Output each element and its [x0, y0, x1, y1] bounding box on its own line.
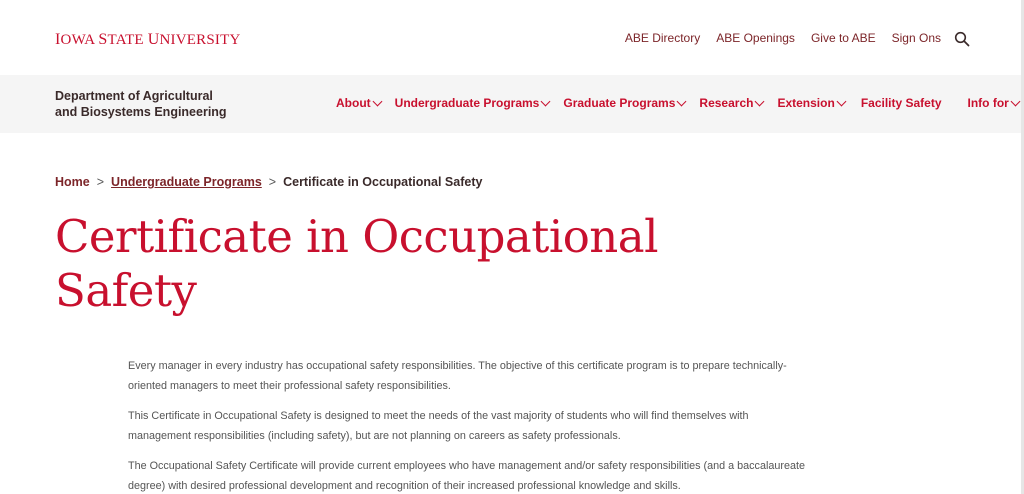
breadcrumb-separator: >: [96, 175, 105, 189]
chevron-down-icon: [677, 96, 687, 106]
logo-text: TATE: [107, 32, 148, 48]
sign-ons-link[interactable]: Sign Ons: [891, 31, 941, 45]
nav-item-facility-safety[interactable]: [861, 96, 942, 110]
give-to-abe-link[interactable]: Give to ABE: [810, 31, 876, 45]
abe-directory-link[interactable]: ABE Directory: [624, 31, 701, 45]
page-content: [128, 356, 808, 494]
chevron-down-icon: [755, 96, 765, 106]
logo-text: NIVERSITY: [159, 32, 241, 48]
iowa-state-logo[interactable]: [55, 31, 240, 49]
nav-item-undergraduate-programs[interactable]: [395, 96, 550, 110]
abe-openings-link[interactable]: ABE Openings: [716, 31, 795, 45]
employees-paragraph: The Occupational Safety Certificate will provide current employees who have management and/or safety responsibilities (and a baccalaureate degree) with desired professional development and recognition of their increased professional knowledge and skills.: [128, 460, 805, 492]
logo-text: S: [98, 31, 108, 48]
breadcrumb-current: Certificate in Occupational Safety: [283, 175, 483, 189]
top-utility-bar: [0, 0, 1024, 75]
logo-text: OWA: [60, 32, 99, 48]
nav-item-info-for[interactable]: [968, 96, 1019, 110]
nav-item-about[interactable]: [336, 96, 381, 110]
page-title: Certificate in Occupational Safety: [55, 210, 659, 317]
nav-item-label: Research: [699, 96, 754, 110]
logo-text: I: [55, 31, 61, 48]
breadcrumb-undergraduate-link[interactable]: Undergraduate Programs: [111, 175, 262, 189]
department-nav-bar: [0, 75, 1024, 133]
nav-item-graduate-programs[interactable]: [563, 96, 685, 110]
department-name-line: Department of Agricultural: [55, 89, 213, 103]
department-name[interactable]: [55, 88, 255, 120]
chevron-down-icon: [541, 96, 551, 106]
breadcrumb: [55, 175, 482, 189]
nav-item-label: Info for: [967, 96, 1009, 110]
utility-links: [625, 31, 941, 45]
nav-item-label: Extension: [777, 96, 835, 110]
breadcrumb-separator: >: [268, 175, 277, 189]
chevron-down-icon: [836, 96, 846, 106]
nav-item-label: About: [336, 96, 371, 110]
nav-item-extension[interactable]: [777, 96, 844, 110]
logo-text: U: [147, 31, 160, 48]
main-nav: [336, 96, 1019, 110]
design-paragraph: This Certificate in Occupational Safety is designed to meet the needs of the vast majority of students who will find themselves with management responsibilities (including safety), but are not planning on careers as safety professionals.: [128, 410, 749, 442]
nav-item-label: Undergraduate Programs: [394, 96, 540, 110]
nav-item-label: Facility Safety: [860, 96, 942, 110]
intro-paragraph: Every manager in every industry has occupational safety responsibilities. The objective of this certificate program is to prepare technically-oriented managers to meet their professional safety responsibilities.: [128, 360, 787, 392]
chevron-down-icon: [372, 96, 382, 106]
nav-item-label: Graduate Programs: [563, 96, 676, 110]
nav-item-research[interactable]: [699, 96, 763, 110]
breadcrumb-home-link[interactable]: Home: [55, 175, 90, 189]
search-icon[interactable]: [954, 31, 970, 47]
chevron-down-icon: [1010, 96, 1020, 106]
department-name-line: and Biosystems Engineering: [55, 105, 227, 119]
